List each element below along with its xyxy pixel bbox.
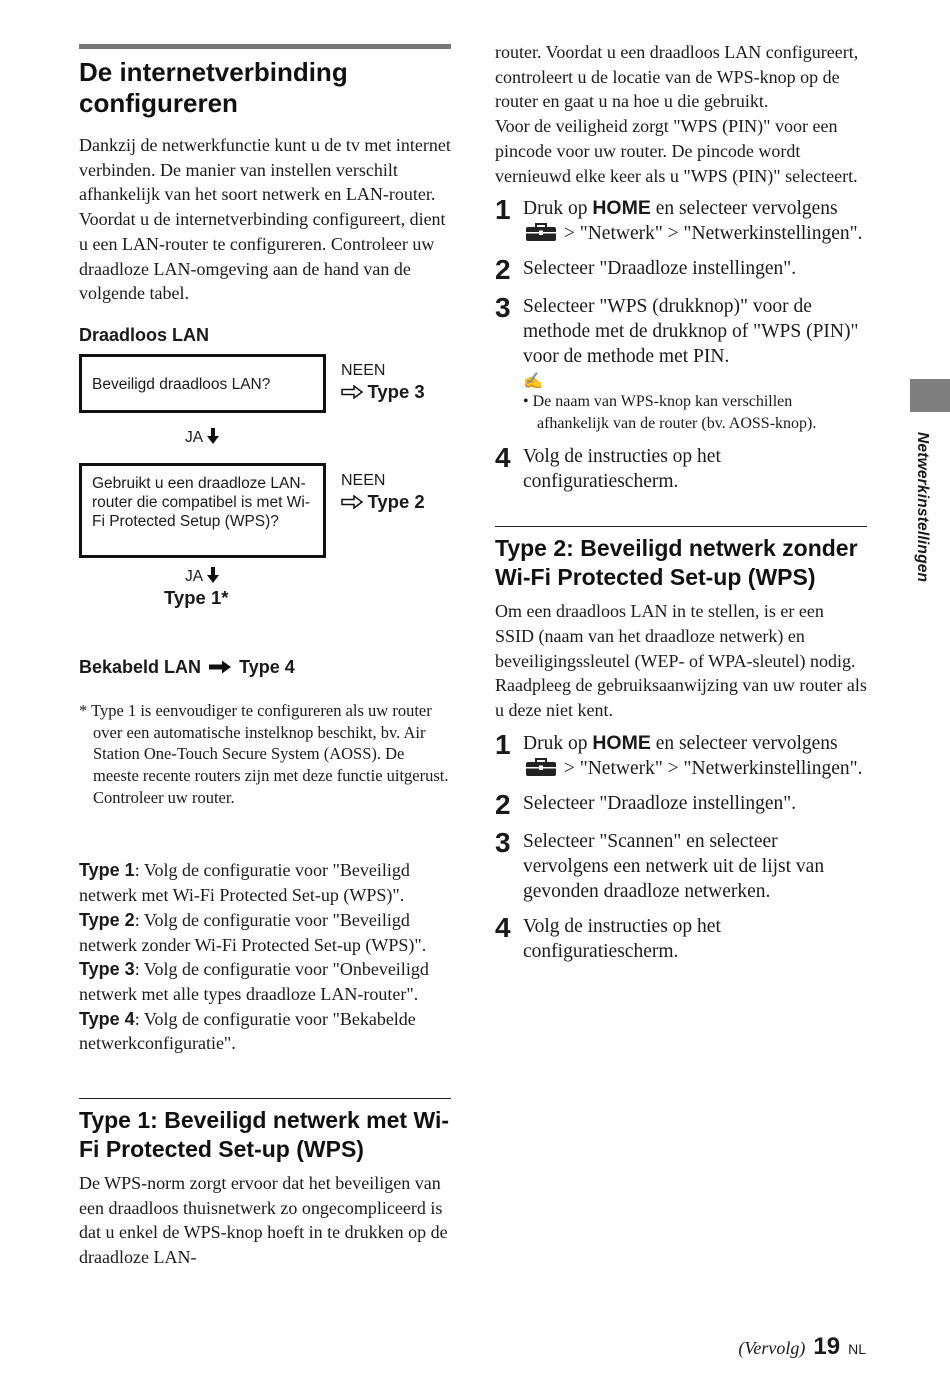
type1-step-1: [495, 196, 867, 246]
intro-paragraph: Dankzij de netwerkfunctie kunt u de tv met internet verbinden. De manier van instellen verschilt afhankelijk van het soort netwerk en LAN-router. Voordat u de internetverbinding configureert, dient u een LAN-router te configureren. Controleer uw draadloze LAN-omgeving aan de hand van de volgende tabel.: [79, 135, 451, 304]
question-wps-text: Gebruikt u een draadloze LAN-router die compatibel is met Wi-Fi Protected Setup (WPS)?: [92, 474, 310, 530]
question-box-secured: [79, 354, 326, 413]
step-number: 2: [495, 788, 511, 820]
step-number: 4: [495, 911, 511, 943]
footnote: * Type 1 is eenvoudiger te configureren als uw router over een automatische instelknop beschikt, bv. Air Station One-Touch Secure System (AOSS). De meeste recente routers zijn met deze functie uitgerust. Controleer uw router.: [79, 700, 449, 807]
answer-no-1-type: Type 3: [367, 380, 425, 402]
flow-result-type1: Type 1*: [164, 586, 229, 608]
answer-no-1-label: NEEN: [341, 361, 386, 379]
wired-lan-label: Bekabeld LAN: [79, 656, 202, 677]
type-2-text: : Volg de configuratie voor "Beveiligd netwerk zonder Wi-Fi Protected Set-up (WPS)".: [79, 909, 427, 955]
type2-step-1: [495, 728, 867, 781]
note-bullet: •: [523, 393, 529, 411]
step-3-text: Selecteer "WPS (drukknop)" voor de methode met de drukknop of "WPS (PIN)" voor de methode met PIN.: [523, 296, 859, 368]
step-number: 3: [495, 826, 511, 858]
type-2-label: Type 2: [79, 909, 135, 930]
type1-section: [79, 1098, 451, 1270]
type-1-label: Type 1: [79, 860, 135, 881]
type2-intro: Om een draadloos LAN in te stellen, is er een SSID (naam van het draadloze netwerk) en beveiligingssleutel (WEP- of WPA-sleutel) nodig. Raadpleeg de gebruiksaanwijzing van uw router als u deze niet kent.: [495, 601, 867, 721]
type1-step-3: [495, 294, 867, 369]
answer-no-1: [341, 360, 425, 404]
toolbox-icon: [525, 757, 557, 777]
wps-note-item: [523, 391, 867, 434]
answer-no-2: [341, 470, 425, 514]
step-4-text: Volg de instructies op het configuratiescherm.: [523, 446, 721, 493]
answer-no-2-label: NEEN: [341, 471, 386, 489]
step-1-middle: en selecteer vervolgens: [650, 198, 838, 220]
type1-step-4: [495, 444, 867, 494]
types-list: [79, 858, 451, 1056]
page-footer: [738, 1333, 866, 1361]
page-number: 19: [813, 1333, 841, 1360]
step-3-text: Selecteer "Scannen" en selecteer vervolgens een netwerk uit de lijst van gevonden draadloze netwerken.: [523, 830, 825, 902]
page-title: De internetverbinding configureren: [79, 57, 348, 118]
wired-lan-type: Type 4: [239, 656, 295, 677]
chapter-tab-label: Netwerkinstellingen: [914, 432, 931, 583]
type1-intro: De WPS-norm zorgt ervoor dat het beveiligen van een draadloos thuisnetwerk zo ongecompliceerd is dat u enkel de WPS-knop hoeft in te drukken op de draadloze LAN-: [79, 1173, 448, 1268]
step-1-prefix: Druk op: [523, 732, 593, 754]
type2-step-2: [495, 788, 867, 820]
right-column: [495, 40, 867, 964]
type1-step-2: [495, 256, 867, 284]
type-3-text: : Volg de configuratie voor "Onbeveiligd netwerk met alle types draadloze LAN-router".: [79, 959, 429, 1004]
network-flowchart: [79, 354, 451, 619]
type2-heading: Type 2: Beveiligd netwerk zonder Wi-Fi Protected Set-up (WPS): [495, 535, 858, 590]
type1-steps: [495, 196, 867, 494]
answer-no-2-type: Type 2: [367, 490, 425, 512]
type-4-label: Type 4: [79, 1008, 135, 1029]
arrow-right-icon: [208, 660, 232, 674]
home-key-label: HOME: [592, 731, 651, 754]
type-2-description: [79, 908, 451, 957]
step-2-text: Selecteer "Draadloze instellingen".: [523, 258, 797, 280]
type2-step-3: [495, 826, 867, 904]
type2-section: [495, 526, 867, 964]
type-1-description: [79, 858, 451, 907]
continued-label: (Vervolg): [738, 1338, 806, 1358]
arrow-down-icon: [207, 567, 219, 583]
type1-heading: Type 1: Beveiligd netwerk met Wi-Fi Protected Set-up (WPS): [79, 1107, 450, 1162]
question-secured-text: Beveiligd draadloos LAN?: [92, 375, 271, 393]
step-2-text: Selecteer "Draadloze instellingen".: [523, 792, 797, 814]
step-4-text: Volg de instructies op het configuratiescherm.: [523, 915, 721, 962]
step-1-middle: en selecteer vervolgens: [650, 732, 838, 754]
wired-lan-line: [79, 657, 451, 678]
step-number: 1: [495, 194, 511, 226]
type-3-label: Type 3: [79, 959, 135, 980]
arrow-down-icon: [207, 428, 219, 444]
type2-steps: [495, 728, 867, 964]
wps-note: [523, 373, 867, 434]
answer-yes-2-label: JA: [185, 567, 203, 585]
step-1-prefix: Druk op: [523, 198, 593, 220]
type-1-text: : Volg de configuratie voor "Beveiligd netwerk met Wi-Fi Protected Set-up (WPS)".: [79, 860, 410, 906]
type2-step-4: [495, 911, 867, 964]
step-number: 4: [495, 442, 511, 474]
step-1-suffix: > "Netwerk" > "Netwerkinstellingen".: [559, 757, 863, 779]
answer-yes-1: [185, 428, 219, 447]
section-top-rule: [79, 44, 451, 49]
toolbox-icon: [525, 222, 557, 242]
step-number: 2: [495, 254, 511, 286]
step-number: 3: [495, 292, 511, 324]
arrow-right-icon: [341, 385, 363, 399]
arrow-right-icon: [341, 495, 363, 509]
home-key-label: HOME: [592, 197, 651, 220]
pin-note: Voor de veiligheid zorgt "WPS (PIN)" voor een pincode voor uw router. De pincode wordt vernieuwd elke keer als u "WPS (PIN)" selecteert.: [495, 116, 858, 186]
type-4-text: : Volg de configuratie voor "Bekabelde netwerkconfiguratie".: [79, 1008, 416, 1054]
chapter-tab-marker: [910, 379, 950, 412]
answer-yes-1-label: JA: [185, 428, 203, 446]
language-code: NL: [848, 1341, 866, 1357]
type1-continued: router. Voordat u een draadloos LAN configureert, controleert u de locatie van de WPS-knop op de router en gaat u na hoe u die gebruikt.: [495, 42, 859, 112]
pencil-note-icon: ✍: [523, 373, 543, 391]
wireless-lan-heading: Draadloos LAN: [79, 324, 210, 345]
wps-note-text: De naam van WPS-knop kan verschillen afhankelijk van de router (bv. AOSS-knop).: [532, 393, 817, 432]
step-number: 1: [495, 728, 511, 760]
step-1-suffix: > "Netwerk" > "Netwerkinstellingen".: [559, 223, 863, 245]
type-3-description: [79, 957, 451, 1006]
question-box-wps: [79, 463, 326, 558]
type-4-description: [79, 1007, 451, 1056]
answer-yes-2: [185, 567, 219, 586]
left-column: [79, 44, 451, 1270]
